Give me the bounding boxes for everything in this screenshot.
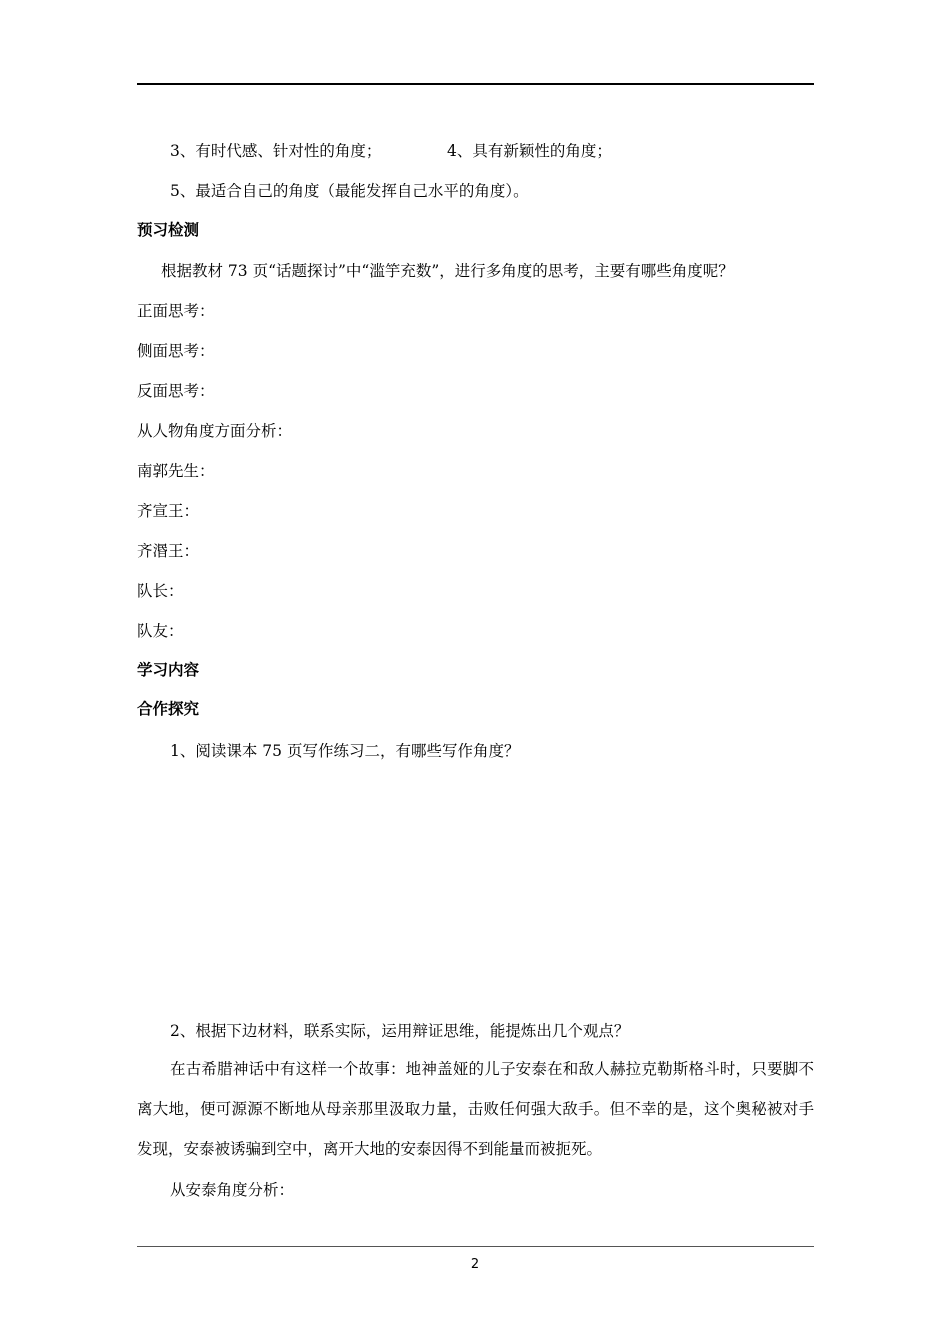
myth-paragraph: 在古希腊神话中有这样一个故事：地神盖娅的儿子安泰在和敌人赫拉克勒斯格斗时，只要脚不离大地，便可源源不断地从母亲那里汲取力量，击败任何强大敌手。但不幸的是，这个奥秘被对手发现，安泰被诱骗到空中，离开大地的安泰因得不到能量而被扼死。 xyxy=(137,1060,814,1158)
field-character: 从人物角度方面分析： xyxy=(137,422,293,440)
header-rule xyxy=(137,83,814,85)
field-teammate: 队友： xyxy=(137,622,184,640)
field-nanguo: 南郭先生： xyxy=(137,462,215,480)
field-qixuan: 齐宣王： xyxy=(137,502,200,520)
section-heading-content: 学习内容 xyxy=(137,661,200,679)
page-number: 2 xyxy=(470,1257,480,1272)
angle-item-5: 5、最适合自己的角度（最能发挥自己水平的角度）。 xyxy=(170,182,529,200)
preview-question: 根据教材 73 页“话题探讨”中“滥竽充数”，进行多角度的思考，主要有哪些角度呢？ xyxy=(161,262,734,280)
field-reverse: 反面思考： xyxy=(137,382,215,400)
angle-item-3: 3、有时代感、针对性的角度； xyxy=(170,142,382,160)
field-captain: 队长： xyxy=(137,582,184,600)
cooperate-question-2: 2、根据下边材料，联系实际，运用辩证思维，能提炼出几个观点？ xyxy=(170,1022,630,1040)
section-heading-preview: 预习检测 xyxy=(137,221,200,239)
section-heading-cooperate: 合作探究 xyxy=(137,700,200,718)
field-antaeus: 从安泰角度分析： xyxy=(170,1181,295,1199)
footer-rule xyxy=(137,1246,814,1247)
field-side: 侧面思考： xyxy=(137,342,215,360)
field-front: 正面思考： xyxy=(137,302,215,320)
field-qimin: 齐湣王： xyxy=(137,542,200,560)
angle-item-4: 4、具有新颖性的角度； xyxy=(447,142,612,160)
cooperate-question-1: 1、阅读课本 75 页写作练习二，有哪些写作角度？ xyxy=(170,742,520,760)
